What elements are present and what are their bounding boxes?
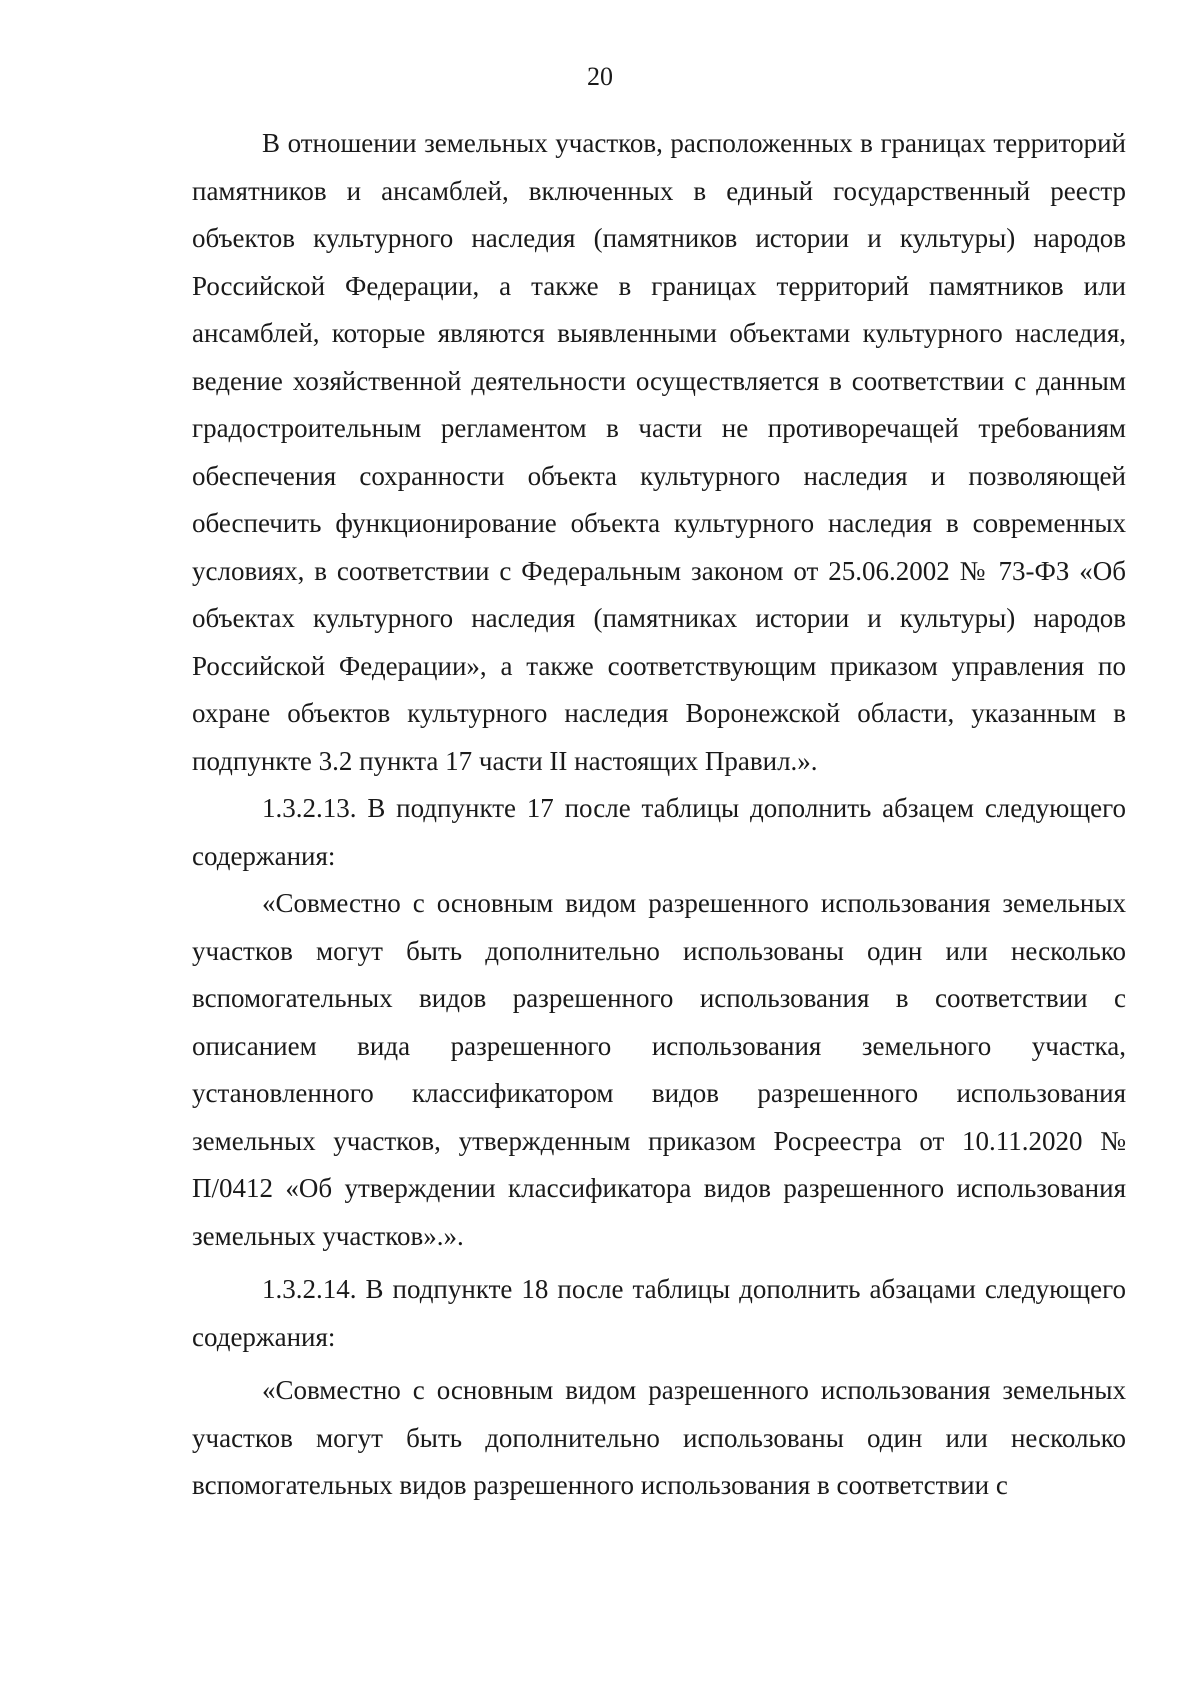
document-body [192,120,1126,1510]
paragraph-1-3-2-13: 1.3.2.13. В подпункте 17 после таблицы дополнить абзацем следующего содержания: [192,793,1126,871]
paragraph-1-3-2-14: 1.3.2.14. В подпункте 18 после таблицы дополнить абзацами следующего содержания: [192,1274,1126,1352]
paragraph-quote-17: «Совместно с основным видом разрешенного использования земельных участков могут быть дополнительно использованы один или несколько вспомогательных видов разрешенного использования в соответствии с описанием вида разрешенного использования земельного участка, установленного классификатором видов разрешенного использования земельных участков, утвержденным приказом Росреестра от 10.11.2020 № П/0412 «Об утверждении классификатора видов разрешенного использования земельных участков».». [192,888,1126,1251]
paragraph-quote-18: «Совместно с основным видом разрешенного использования земельных участков могут быть дополнительно использованы один или несколько вспомогательных видов разрешенного использования в соответствии с [192,1375,1126,1500]
paragraph-cultural-heritage: В отношении земельных участков, расположенных в границах территорий памятников и ансамблей, включенных в единый государственный реестр объектов культурного наследия (памятников истории и культуры) народов Российской Федерации, а также в границах территорий памятников или ансамблей, которые являются выявленными объектами культурного наследия, ведение хозяйственной деятельности осуществляется в соответствии с данным градостроительным регламентом в части не противоречащей требованиям обеспечения сохранности объекта культурного наследия и позволяющей обеспечить функционирование объекта культурного наследия в современных условиях, в соответствии с Федеральным законом от 25.06.2002 № 73-ФЗ «Об объектах культурного наследия (памятниках истории и культуры) народов Российской Федерации», а также соответствующим приказом управления по охране объектов культурного наследия Воронежской области, указанным в подпункте 3.2 пункта 17 части II настоящих Правил.». [192,128,1126,776]
page-number: 20 [587,62,613,91]
